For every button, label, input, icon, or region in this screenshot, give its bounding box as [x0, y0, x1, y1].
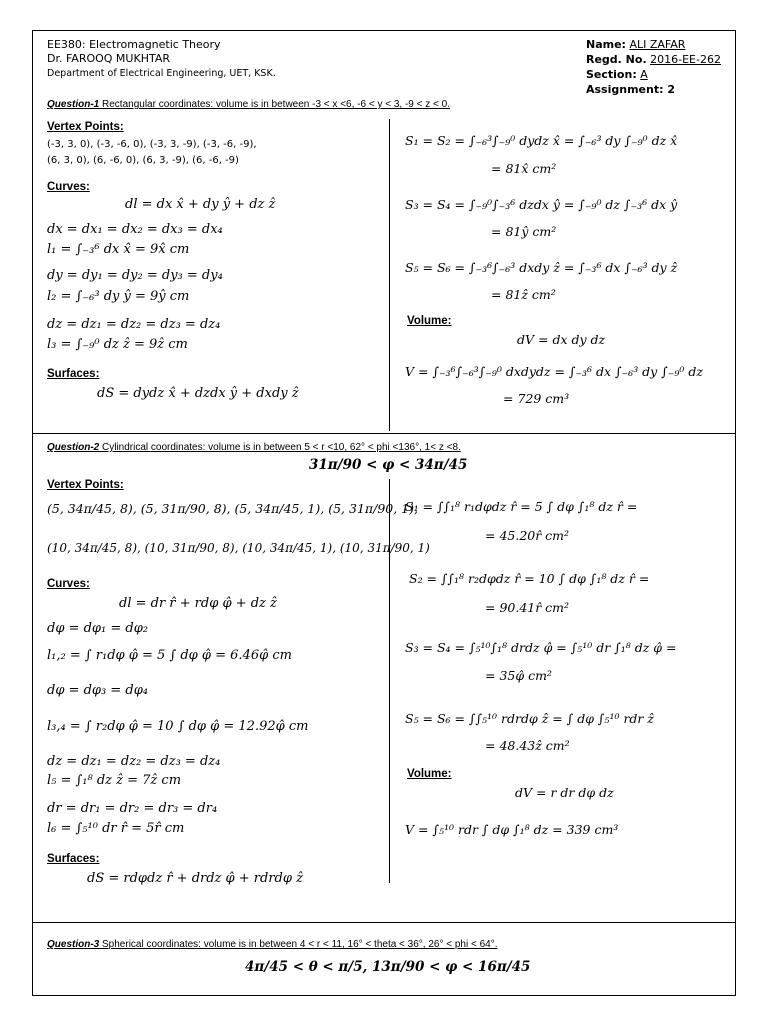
q2-l34-equation: l₃,₄ = ∫ r₂dφ φ̂ = 10 ∫ dφ φ̂ = 12.92φ̂ cm: [47, 719, 309, 734]
q2-l5-equation: l₅ = ∫₁⁸ dz ẑ = 7ẑ cm: [47, 773, 182, 788]
q2-column-divider: [389, 479, 390, 883]
q1-l2-equation: l₂ = ∫₋₆³ dy ŷ = 9ŷ cm: [47, 289, 190, 304]
q1-vertex-line-1: (-3, 3, 0), (-3, -6, 0), (-3, 3, -9), (-3, -6, -9),: [47, 139, 257, 150]
question-3-text: Spherical coordinates: volume is in between 4 < r < 11, 16° < theta < 36°, 26° < phi < 64°.: [99, 939, 498, 950]
q2-dl-equation: dl = dr r̂ + rdφ φ̂ + dz ẑ: [119, 596, 277, 611]
q1-dv-equation: dV = dx dy dz: [517, 332, 606, 347]
q1-dz-equation: dz = dz₁ = dz₂ = dz₃ = dz₄: [47, 317, 221, 332]
q1-surfaces-heading: Surfaces:: [47, 368, 100, 380]
q1-volume-result: = 729 cm³: [503, 391, 570, 406]
q2-ds-equation: dS = rdφdz r̂ + drdz φ̂ + rdrdφ ẑ: [87, 871, 303, 886]
question-1-statement: [47, 99, 450, 110]
section-label: Section:: [586, 68, 637, 81]
q2-s1-result: = 45.20r̂ cm²: [485, 528, 570, 543]
department-name: Department of Electrical Engineering, UET, KSK.: [47, 68, 276, 79]
question-2-label: Question-2: [47, 442, 100, 453]
q2-separator: [33, 922, 735, 923]
q1-column-divider: [389, 119, 390, 431]
q2-dphi34-equation: dφ = dφ₃ = dφ₄: [47, 683, 149, 698]
q1-s12-equation: S₁ = S₂ = ∫₋₆³∫₋₉⁰ dydz x̂ = ∫₋₆³ dy ∫₋₉⁰ dz x̂: [405, 133, 678, 148]
q1-vertex-heading: Vertex Points:: [47, 121, 124, 133]
name-value: ALI ZAFAR: [629, 38, 686, 51]
q2-l12-equation: l₁,₂ = ∫ r₁dφ φ̂ = 5 ∫ dφ φ̂ = 6.46φ̂ cm: [47, 648, 292, 663]
q1-l1-equation: l₁ = ∫₋₃⁶ dx x̂ = 9x̂ cm: [47, 242, 190, 257]
regd-value: 2016-EE-262: [650, 53, 721, 66]
question-3-statement: [47, 939, 498, 950]
q2-s1-equation: S₁ = ∫∫₁⁸ r₁dφdz r̂ = 5 ∫ dφ ∫₁⁸ dz r̂ =: [405, 499, 638, 514]
q2-dr-equation: dr = dr₁ = dr₂ = dr₃ = dr₄: [47, 801, 218, 816]
q1-vertex-line-2: (6, 3, 0), (6, -6, 0), (6, 3, -9), (6, -6, -9): [47, 155, 239, 166]
q1-dy-equation: dy = dy₁ = dy₂ = dy₃ = dy₄: [47, 268, 223, 283]
q3-angle-range: 4π/45 < θ < π/5, 13π/90 < φ < 16π/45: [245, 959, 531, 975]
q2-s34-equation: S₃ = S₄ = ∫₅¹⁰∫₁⁸ drdz φ̂ = ∫₅¹⁰ dr ∫₁⁸ dz φ̂ =: [405, 640, 677, 655]
q2-curves-heading: Curves:: [47, 578, 90, 590]
q1-l3-equation: l₃ = ∫₋₉⁰ dz ẑ = 9ẑ cm: [47, 337, 188, 352]
q1-dx-equation: dx = dx₁ = dx₂ = dx₃ = dx₄: [47, 222, 223, 237]
question-3-label: Question-3: [47, 939, 100, 950]
q1-ds-equation: dS = dydz x̂ + dzdx ŷ + dxdy ẑ: [97, 386, 299, 401]
q2-s2-result: = 90.41r̂ cm²: [485, 600, 570, 615]
q1-separator: [33, 433, 735, 434]
assignment-page: [32, 30, 736, 996]
q1-dl-equation: dl = dx x̂ + dy ŷ + dz ẑ: [125, 197, 276, 212]
assignment-label: Assignment: 2: [586, 83, 675, 96]
q1-s56-result: = 81ẑ cm²: [491, 287, 556, 302]
regd-field: [586, 53, 721, 67]
q1-volume-heading: Volume:: [407, 315, 452, 327]
q2-l6-equation: l₆ = ∫₅¹⁰ dr r̂ = 5r̂ cm: [47, 821, 185, 836]
q1-s34-equation: S₃ = S₄ = ∫₋₉⁰∫₋₃⁶ dzdx ŷ = ∫₋₉⁰ dz ∫₋₃⁶ dx ŷ: [405, 197, 678, 212]
course-title: EE380: Electromagnetic Theory: [47, 38, 221, 51]
q2-s34-result: = 35φ̂ cm²: [485, 668, 552, 683]
q2-s56-result: = 48.43ẑ cm²: [485, 738, 570, 753]
q2-volume-equation: V = ∫₅¹⁰ rdr ∫ dφ ∫₁⁸ dz = 339 cm³: [405, 822, 619, 837]
q2-s2-equation: S₂ = ∫∫₁⁸ r₂dφdz r̂ = 10 ∫ dφ ∫₁⁸ dz r̂ =: [409, 571, 650, 586]
q2-phi-range: 31π/90 < φ < 34π/45: [309, 457, 468, 473]
q2-dz-equation: dz = dz₁ = dz₂ = dz₃ = dz₄: [47, 754, 221, 769]
question-2-statement: [47, 442, 461, 453]
q1-s12-result: = 81x̂ cm²: [491, 161, 557, 176]
name-label: Name:: [586, 38, 626, 51]
regd-label: Regd. No.: [586, 53, 647, 66]
instructor-name: Dr. FAROOQ MUKHTAR: [47, 52, 170, 65]
q2-vertex-line-2: (10, 34π/45, 8), (10, 31π/90, 8), (10, 34π/45, 1), (10, 31π/90, 1): [47, 541, 430, 555]
q2-vertex-heading: Vertex Points:: [47, 479, 124, 491]
question-1-label: Question-1: [47, 99, 100, 110]
section-value: A: [640, 68, 648, 81]
q1-volume-equation: V = ∫₋₃⁶∫₋₆³∫₋₉⁰ dxdydz = ∫₋₃⁶ dx ∫₋₆³ dy ∫₋₉⁰ dz: [405, 364, 703, 379]
q2-volume-heading: Volume:: [407, 768, 452, 780]
section-field: [586, 68, 648, 82]
q2-dv-equation: dV = r dr dφ dz: [515, 785, 614, 800]
q2-vertex-line-1: (5, 34π/45, 8), (5, 31π/90, 8), (5, 34π/45, 1), (5, 31π/90, 1),: [47, 501, 418, 516]
q1-s56-equation: S₅ = S₆ = ∫₋₃⁶∫₋₆³ dxdy ẑ = ∫₋₃⁶ dx ∫₋₆³ dy ẑ: [405, 260, 678, 275]
question-2-text: Cylindrical coordinates: volume is in between 5 < r <10, 62° < phi <136°, 1< z <8.: [99, 442, 461, 453]
question-1-text: Rectangular coordinates: volume is in between -3 < x <6, -6 < y < 3, -9 < z < 0.: [99, 99, 450, 110]
q2-s56-equation: S₅ = S₆ = ∫∫₅¹⁰ rdrdφ ẑ = ∫ dφ ∫₅¹⁰ rdr ẑ: [405, 711, 654, 726]
q2-surfaces-heading: Surfaces:: [47, 853, 100, 865]
name-field: [586, 38, 685, 52]
q1-s34-result: = 81ŷ cm²: [491, 224, 557, 239]
q2-dphi12-equation: dφ = dφ₁ = dφ₂: [47, 621, 149, 636]
q1-curves-heading: Curves:: [47, 181, 90, 193]
